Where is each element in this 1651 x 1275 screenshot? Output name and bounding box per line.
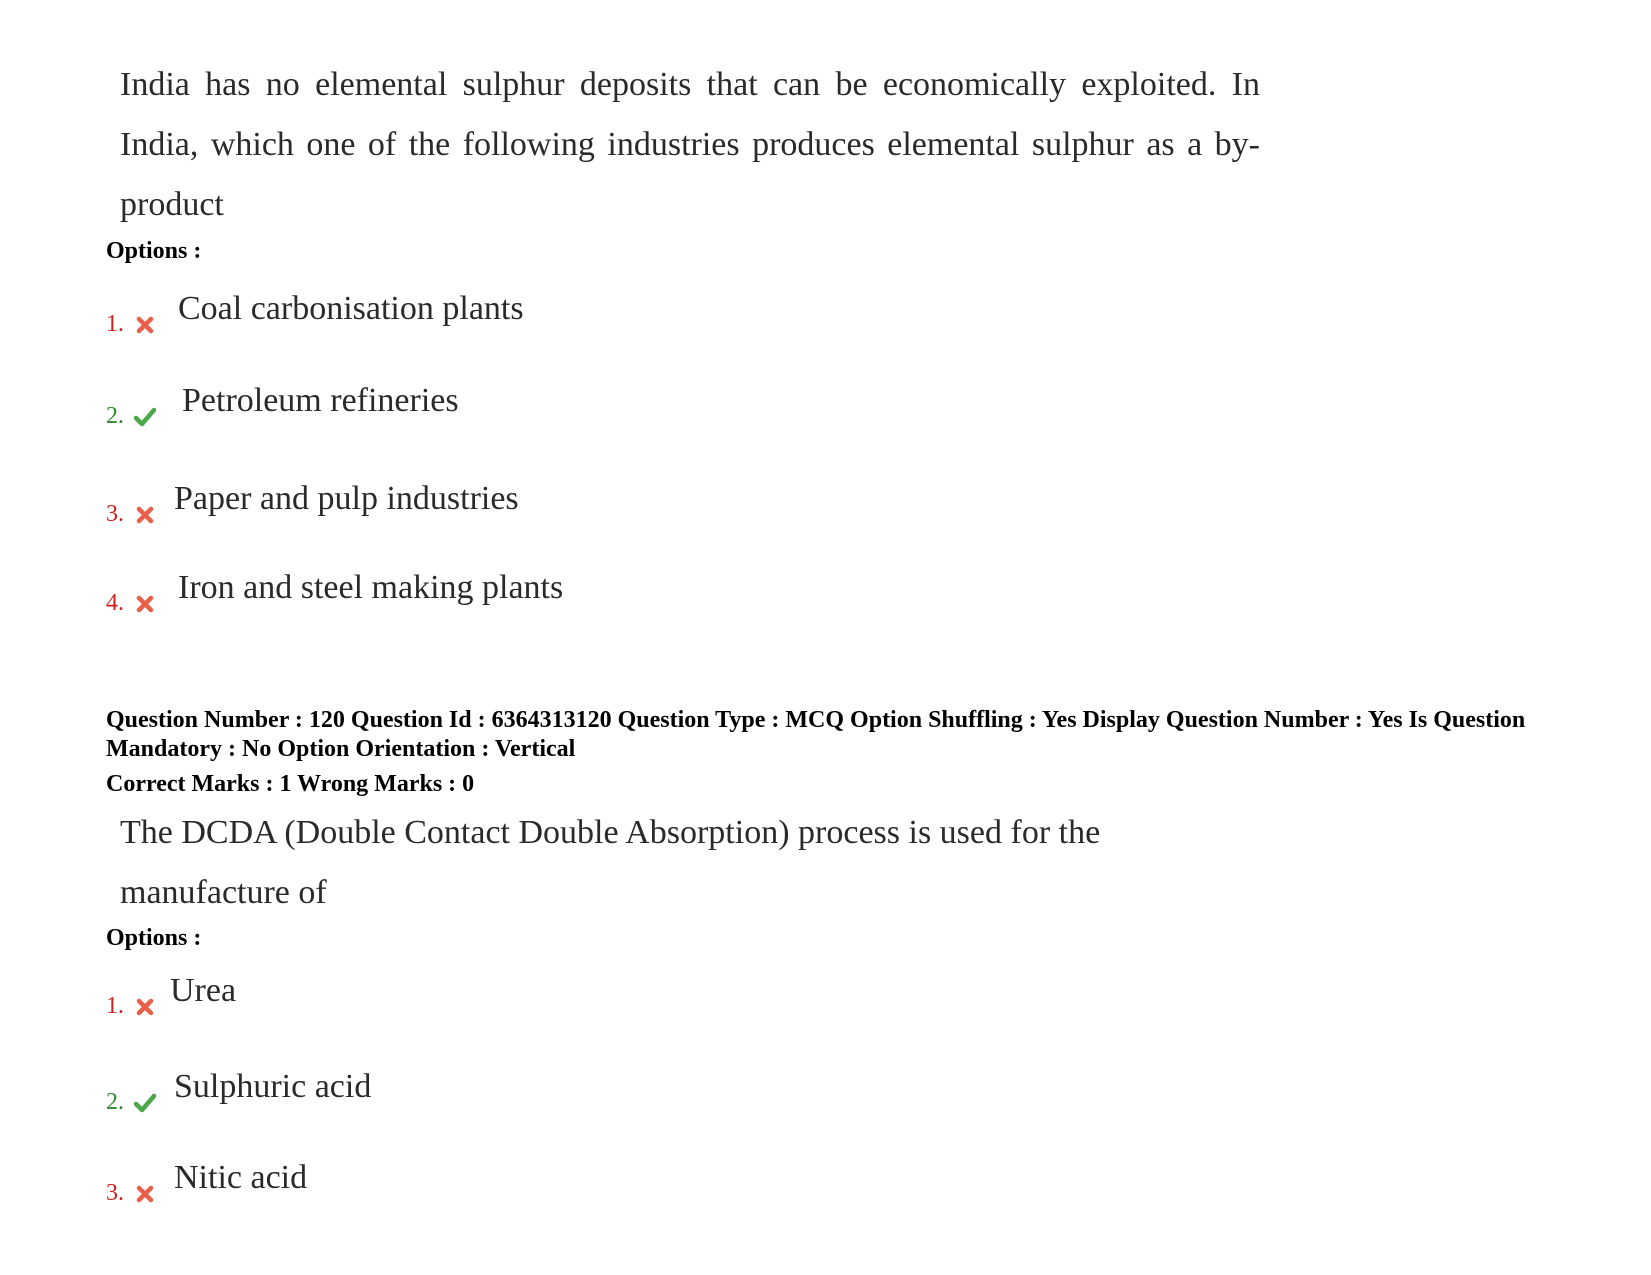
option-number: 3.: [106, 1180, 124, 1206]
question-2-options-label: Options :: [106, 925, 202, 951]
option-text: Paper and pulp industries: [174, 480, 519, 517]
question-2-text: The DCDA (Double Contact Double Absorption) process is used for the manufacture of: [120, 814, 1101, 911]
cross-icon: [134, 996, 156, 1018]
option-number: 2.: [106, 1089, 124, 1115]
cross-icon: [134, 1183, 156, 1205]
check-icon: [134, 1092, 156, 1114]
question-2-option-3: [106, 1147, 806, 1207]
check-icon: [134, 406, 156, 428]
question-1-option-2: [106, 370, 806, 430]
option-number: 1.: [106, 311, 124, 337]
question-1-option-3: [106, 468, 806, 528]
option-text: Iron and steel making plants: [178, 569, 564, 606]
option-text: Petroleum refineries: [182, 382, 459, 419]
question-1-options-label: Options :: [106, 238, 202, 264]
option-number: 3.: [106, 501, 124, 527]
question-2-metadata: Question Number : 120 Question Id : 6364313120 Question Type : MCQ Option Shuffling : Yes Display Question Number : Yes Is Question Mandatory : No Option Orientation : Vertical: [106, 707, 1526, 762]
option-number: 4.: [106, 590, 124, 616]
question-1-option-4: [106, 557, 806, 617]
option-number: 2.: [106, 403, 124, 429]
option-text: Urea: [170, 972, 237, 1009]
question-1-text: India has no elemental sulphur deposits that can be economically exploited. In India, which one of the following industries produces elemental sulphur as a by-product: [120, 66, 1260, 223]
option-number: 1.: [106, 993, 124, 1019]
option-text: Nitic acid: [174, 1159, 308, 1196]
cross-icon: [134, 504, 156, 526]
question-2-marks: Correct Marks : 1 Wrong Marks : 0: [106, 771, 475, 797]
cross-icon: [134, 314, 156, 336]
cross-icon: [134, 593, 156, 615]
question-1-option-1: [106, 278, 806, 338]
question-2-option-1: [106, 960, 806, 1020]
option-text: Coal carbonisation plants: [178, 290, 524, 327]
option-text: Sulphuric acid: [174, 1068, 372, 1105]
question-2-option-2: [106, 1056, 806, 1116]
